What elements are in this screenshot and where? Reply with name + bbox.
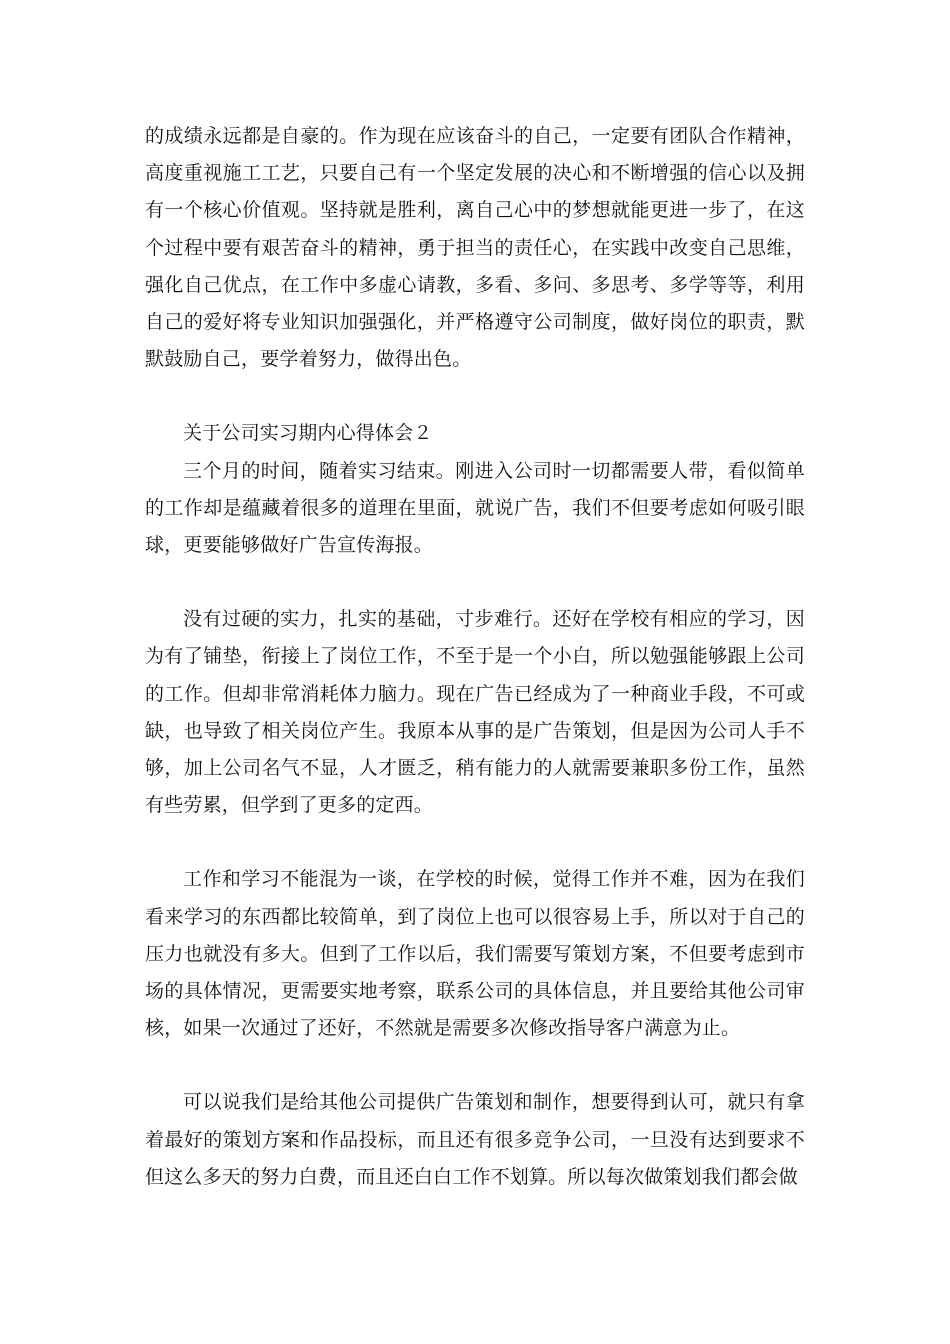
continued-paragraph: 的成绩永远都是自豪的。作为现在应该奋斗的自己，一定要有团队合作精神，高度重视施工工艺，只要自己有一个坚定发展的决心和不断增强的信心以及拥有一个核心价值观。坚持就是胜利，离自己心中的梦想就能更进一步了，在这个过程中要有艰苦奋斗的精神，勇于担当的责任心，在实践中改变自己思维，强化自己优点，在工作中多虚心请教，多看、多问、多思考、多学等等，利用自己的爱好将专业知识加强强化，并严格遵守公司制度，做好岗位的职责，默默鼓励自己，要学着努力，做得出色。 — [145, 125, 805, 371]
body-paragraph-1: 三个月的时间，随着实习结束。刚进入公司时一切都需要人带，看似简单的工作却是蕴藏着很多的道理在里面，就说广告，我们不但要考虑如何吸引眼球，更要能够做好广告宣传海报。 — [145, 459, 805, 557]
section-heading: 关于公司实习期内心得体会２ — [183, 422, 433, 445]
body-paragraph-3: 工作和学习不能混为一谈，在学校的时候，觉得工作并不难，因为在我们看来学习的东西都比较简单，到了岗位上也可以很容易上手，所以对于自己的压力也就没有多大。但到了工作以后，我们需要写策划方案，不但要考虑到市场的具体情况，更需要实地考察，联系公司的具体信息，并且要给其他公司审核，如果一次通过了还好，不然就是需要多次修改指导客户满意为止。 — [145, 868, 805, 1040]
body-paragraph-2: 没有过硬的实力，扎实的基础，寸步难行。还好在学校有相应的学习，因为有了铺垫，衔接上了岗位工作，不至于是一个小白，所以勉强能够跟上公司的工作。但却非常消耗体力脑力。现在广告已经成为了一种商业手段，不可或缺，也导致了相关岗位产生。我原本从事的是广告策划，但是因为公司人手不够，加上公司名气不显，人才匮乏，稍有能力的人就需要兼职多份工作，虽然有些劳累，但学到了更多的定西。 — [145, 608, 805, 817]
document-body — [145, 118, 805, 1196]
body-paragraph-4: 可以说我们是给其他公司提供广告策划和制作，想要得到认可，就只有拿着最好的策划方案和作品投标，而且还有很多竞争公司，一旦没有达到要求不但这么多天的努力白费，而且还白白工作不划算。所以每次做策划我们都会做 — [145, 1091, 805, 1188]
